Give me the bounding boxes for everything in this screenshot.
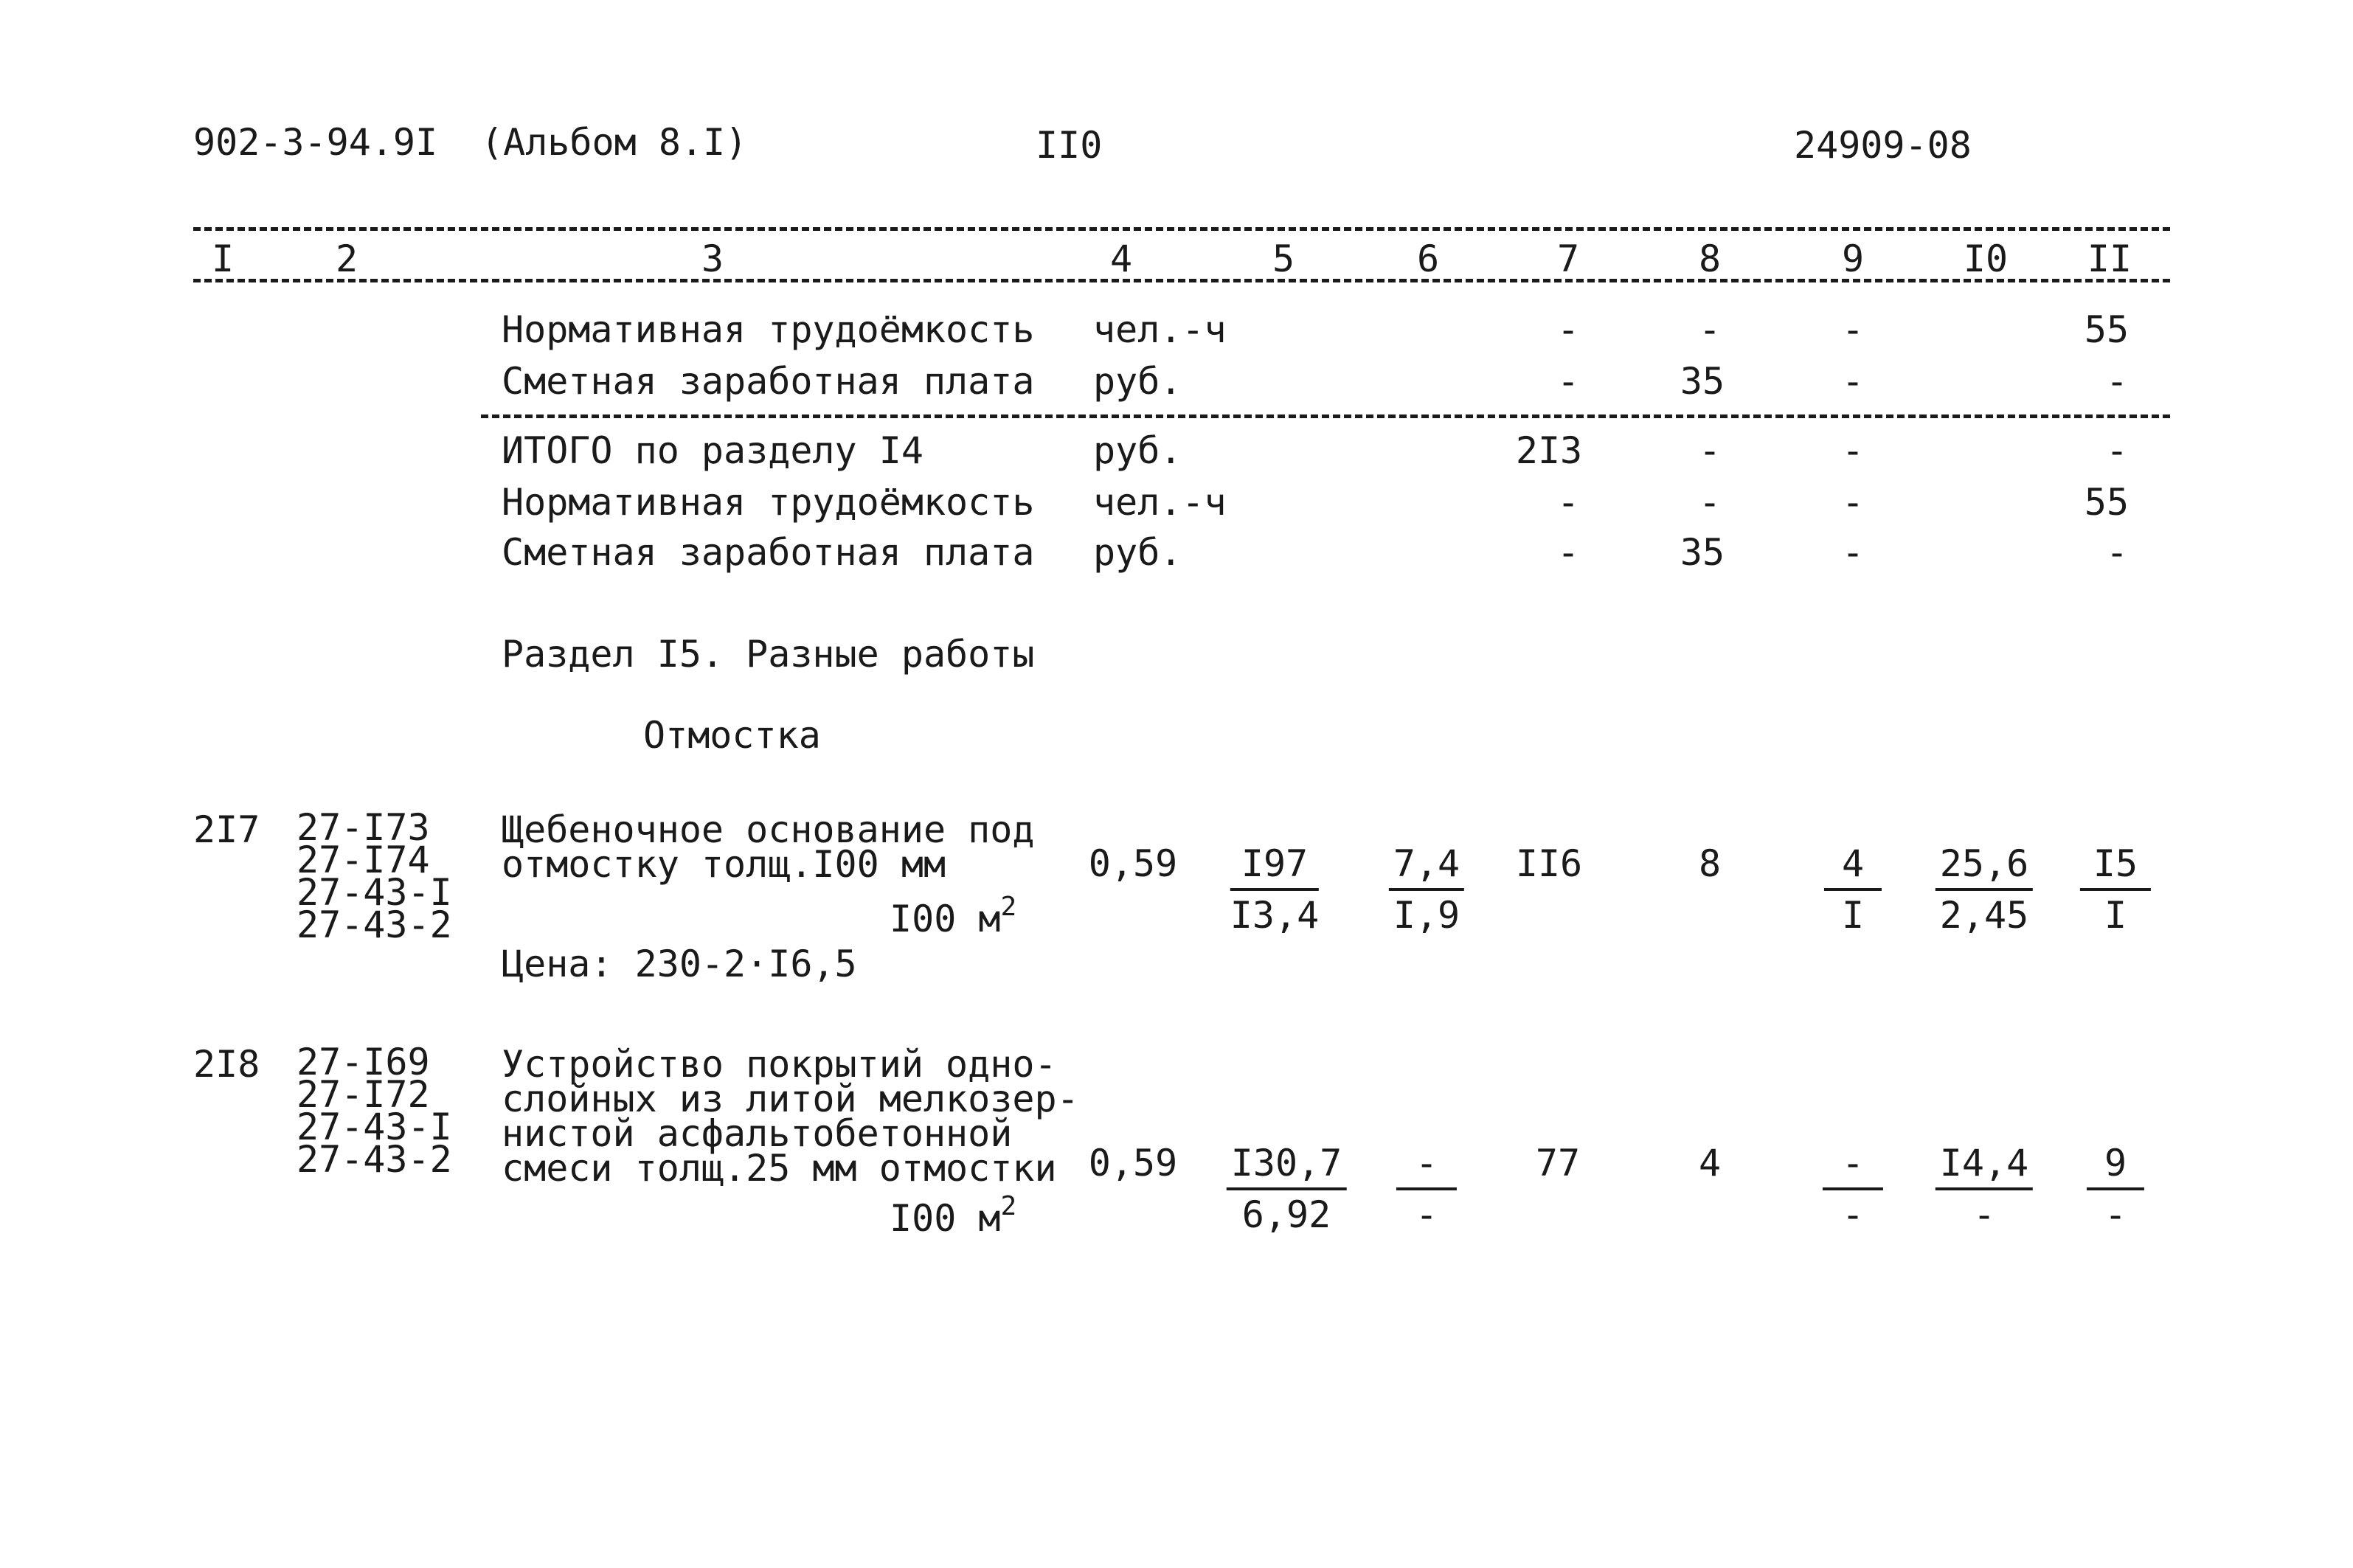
inventory-number: 24909-08	[1794, 124, 1972, 167]
item-col6-fraction	[1396, 1142, 1457, 1236]
summary-row-col9: -	[1841, 360, 1865, 403]
item-col6-denominator: I,9	[1393, 894, 1460, 937]
item-description-line: Устройство покрытий одно-	[502, 1043, 1057, 1086]
item-code: 27-43-2	[297, 1138, 452, 1181]
item-col9-denominator: -	[1841, 1193, 1865, 1236]
summary-row-col8: -	[1698, 308, 1722, 351]
column-header-1: I	[211, 237, 235, 280]
item-col6-denominator: -	[1415, 1193, 1438, 1236]
summary-row-col8: 35	[1680, 360, 1725, 403]
total-row-col7: -	[1556, 481, 1580, 524]
item-col5-fraction	[1230, 842, 1320, 937]
summary-row-col11: 55	[2084, 308, 2130, 351]
item-col11-denominator: I	[2104, 894, 2127, 937]
item-description-line: нистой асфальтобетонной	[502, 1112, 1013, 1155]
item-codes	[297, 1041, 452, 1181]
item-col10-fraction	[1936, 842, 2033, 937]
summary-row-col9: -	[1841, 308, 1865, 351]
item-number: 2I8	[193, 1043, 260, 1086]
item-code: 27-I69	[297, 1041, 430, 1083]
item-col9-fraction	[1824, 842, 1882, 937]
item-col5-denominator: 6,92	[1241, 1193, 1331, 1236]
summary-row-col7: -	[1556, 308, 1580, 351]
item-code: 27-43-2	[297, 903, 452, 946]
column-header-10: I0	[1963, 237, 2009, 280]
total-row-col8: 35	[1680, 531, 1725, 574]
item-col9-fraction	[1823, 1142, 1883, 1236]
total-row-col11: -	[2105, 531, 2129, 574]
total-row-col11: 55	[2084, 481, 2130, 524]
item-col10-numerator: I4,4	[1936, 1145, 2033, 1190]
item-col4: 0,59	[1088, 1142, 1178, 1184]
item-col5-fraction	[1227, 1142, 1347, 1236]
item-col6-numerator: 7,4	[1389, 845, 1464, 891]
item-description	[502, 1043, 1079, 1190]
total-row-col8: -	[1698, 429, 1722, 472]
total-row-col7: 2I3	[1515, 429, 1583, 472]
item-col10-numerator: 25,6	[1936, 845, 2033, 891]
item-col7: II6	[1515, 842, 1583, 885]
item-col11-fraction	[2080, 842, 2151, 937]
item-col11-numerator: 9	[2087, 1145, 2144, 1190]
total-row-col9: -	[1841, 531, 1865, 574]
column-header-7: 7	[1556, 237, 1580, 280]
column-header-8: 8	[1698, 237, 1722, 280]
total-row-unit: руб.	[1093, 429, 1182, 472]
column-header-6: 6	[1416, 237, 1440, 280]
item-col5-numerator: I97	[1230, 845, 1319, 891]
item-code: 27-I74	[297, 839, 430, 881]
totals-separator-rule	[481, 414, 2170, 418]
document-code: 902-3-94.9I	[193, 121, 438, 164]
total-row-name: Сметная заработная плата	[502, 531, 1035, 574]
item-col11-numerator: I5	[2080, 845, 2151, 891]
item-code: 27-I72	[297, 1073, 430, 1116]
total-row-name: ИТОГО по разделу I4	[502, 429, 923, 472]
item-description-line: слойных из литой мелкозер-	[502, 1078, 1079, 1120]
item-col10-fraction	[1936, 1142, 2033, 1236]
total-row-unit: руб.	[1093, 531, 1182, 574]
item-col5-numerator: I30,7	[1227, 1145, 1347, 1190]
summary-row-unit: руб.	[1093, 360, 1182, 403]
item-unit	[890, 892, 1017, 940]
total-row-col11: -	[2105, 429, 2129, 472]
item-col11-fraction	[2087, 1142, 2144, 1236]
column-header-5: 5	[1272, 237, 1295, 280]
summary-row-name: Сметная заработная плата	[502, 360, 1035, 403]
total-row-col9: -	[1841, 481, 1865, 524]
header-bottom-rule	[193, 279, 2170, 282]
item-col10-denominator: -	[1972, 1193, 1996, 1236]
item-col6-fraction	[1389, 842, 1464, 937]
item-description-line: Щебеночное основание под	[502, 808, 1035, 851]
page-number: II0	[1036, 124, 1103, 167]
item-description-line: смеси толщ.25 мм отмостки	[502, 1147, 1057, 1190]
item-codes	[297, 806, 452, 946]
album-label: (Альбом 8.I)	[481, 121, 748, 164]
item-col10-denominator: 2,45	[1939, 894, 2029, 937]
total-row-col8: -	[1698, 481, 1722, 524]
summary-row-name: Нормативная трудоёмкость	[502, 308, 1035, 351]
item-unit-power: 2	[1000, 892, 1017, 922]
item-code: 27-I73	[297, 806, 430, 849]
column-header-9: 9	[1841, 237, 1865, 280]
column-header-3: 3	[701, 237, 724, 280]
item-description-line: отмостку толщ.I00 мм	[502, 843, 946, 886]
item-price: Цена: 230-2·I6,5	[502, 943, 857, 985]
item-col5-denominator: I3,4	[1230, 894, 1320, 937]
summary-row-col11: -	[2105, 360, 2129, 403]
item-col11-denominator: -	[2104, 1193, 2127, 1236]
item-unit-value: I00 м	[890, 1197, 1001, 1240]
item-unit	[890, 1191, 1017, 1240]
column-header-2: 2	[335, 237, 358, 280]
item-col9-denominator: I	[1841, 894, 1865, 937]
total-row-col9: -	[1841, 429, 1865, 472]
section-title: Раздел I5. Разные работы	[502, 633, 1035, 676]
total-row-col7: -	[1556, 531, 1580, 574]
summary-row-col7: -	[1556, 360, 1580, 403]
item-col9-numerator: 4	[1824, 845, 1882, 891]
item-code: 27-43-I	[297, 871, 452, 914]
column-header-11: II	[2087, 237, 2132, 280]
item-col8: 8	[1698, 842, 1722, 885]
item-code: 27-43-I	[297, 1106, 452, 1148]
item-col7: 77	[1535, 1142, 1581, 1184]
subsection-title: Отмостка	[643, 714, 821, 757]
item-description	[502, 808, 1035, 886]
column-header-4: 4	[1109, 237, 1133, 280]
total-row-name: Нормативная трудоёмкость	[502, 481, 1035, 524]
item-col6-numerator: -	[1396, 1145, 1457, 1190]
item-unit-power: 2	[1000, 1191, 1017, 1221]
total-row-unit: чел.-ч	[1093, 481, 1227, 524]
header-top-rule	[193, 227, 2170, 231]
item-unit-value: I00 м	[890, 898, 1001, 940]
item-number: 2I7	[193, 808, 260, 851]
item-col8: 4	[1698, 1142, 1722, 1184]
item-col9-numerator: -	[1823, 1145, 1883, 1190]
item-col4: 0,59	[1088, 842, 1178, 885]
summary-row-unit: чел.-ч	[1093, 308, 1227, 351]
